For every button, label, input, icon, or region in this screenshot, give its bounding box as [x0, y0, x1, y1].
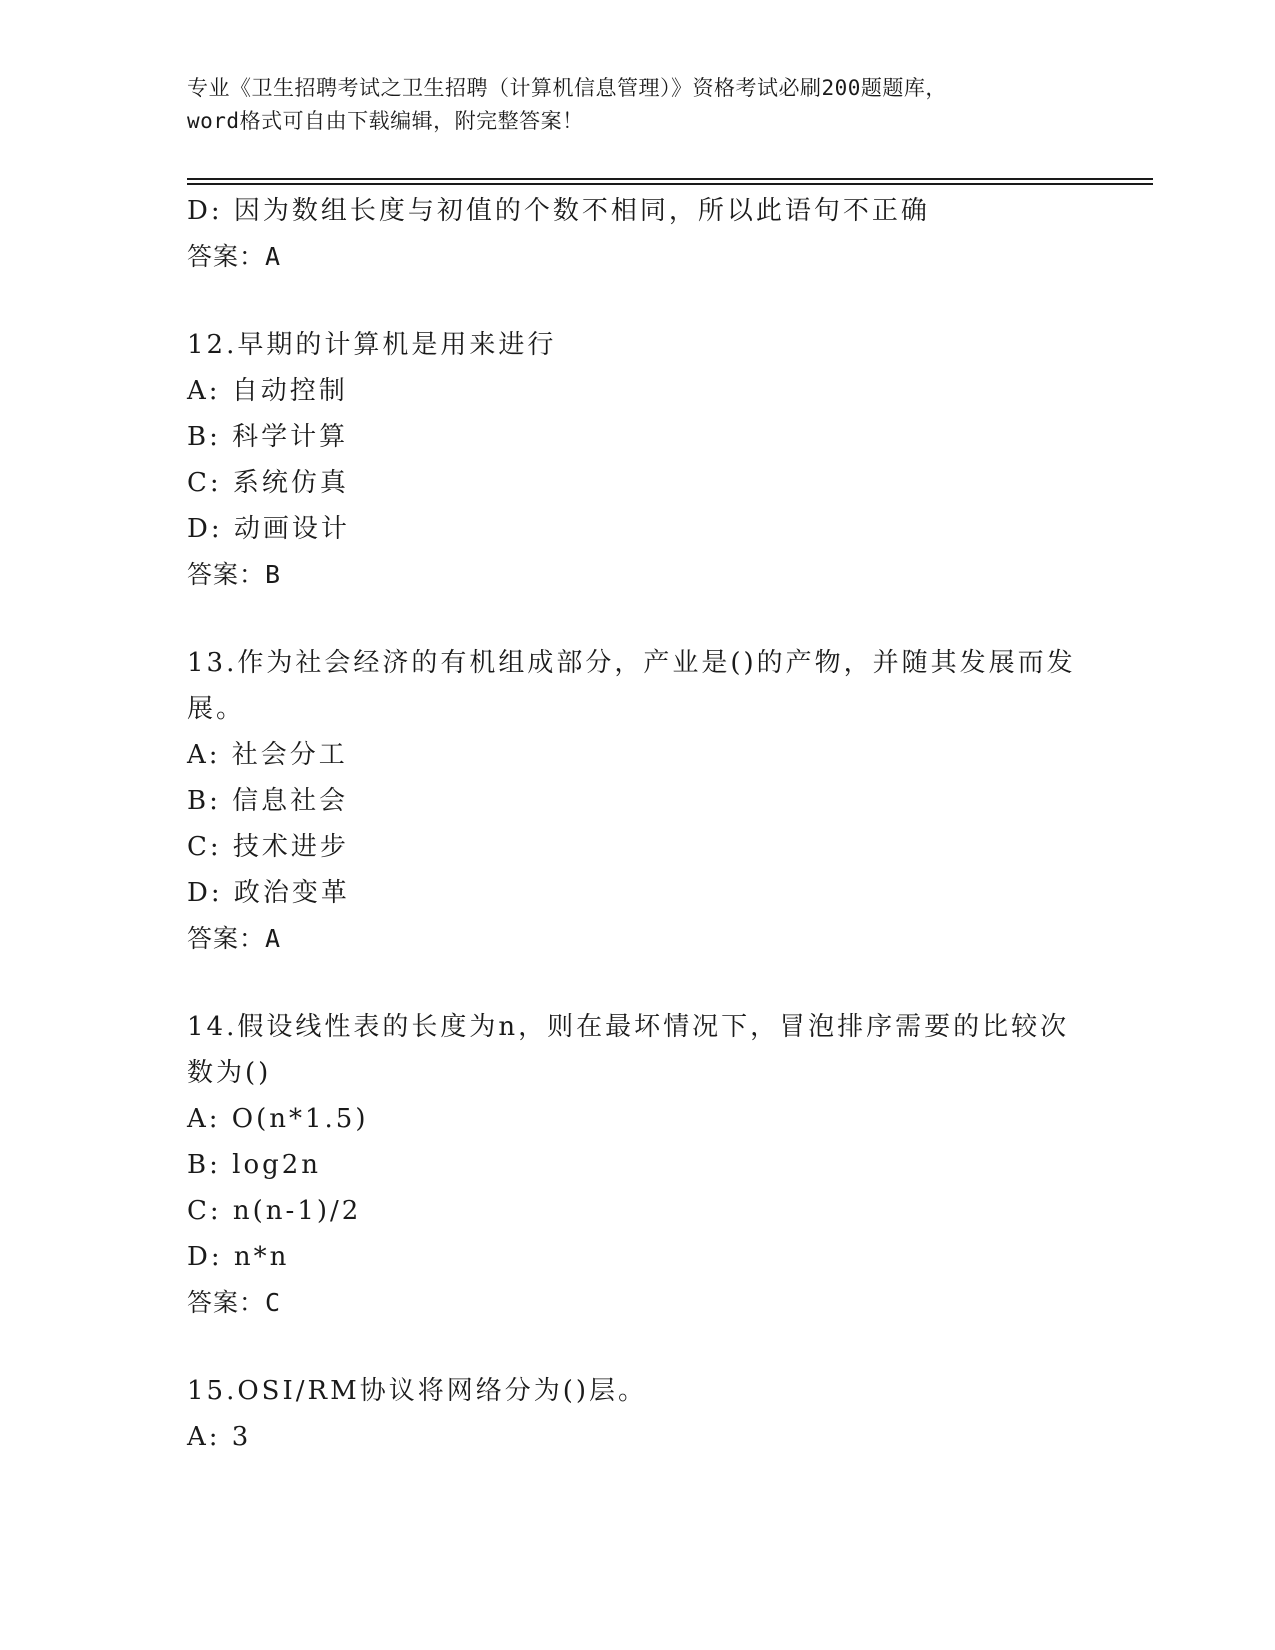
- spacer: [187, 598, 1087, 640]
- question-stem-continued: 数为(): [187, 1058, 272, 1088]
- option-a: A: O(n*1.5): [187, 1104, 369, 1134]
- question-stem: 12.早期的计算机是用来进行: [187, 330, 557, 360]
- header-title-line2: word格式可自由下载编辑，附完整答案！: [187, 109, 584, 133]
- option-b: B: 信息社会: [187, 786, 349, 816]
- spacer: [187, 1326, 1087, 1368]
- option-a: A: 社会分工: [187, 740, 348, 770]
- spacer: [187, 962, 1087, 1004]
- document-header: [187, 72, 1087, 138]
- question-block: [187, 1368, 1087, 1460]
- question-block: [187, 640, 1087, 962]
- question-list: [187, 188, 1087, 1460]
- option-a: A: 3: [187, 1422, 252, 1452]
- option-c: C: 技术进步: [187, 832, 349, 862]
- option-d: D: 动画设计: [187, 514, 350, 544]
- option-b: B: log2n: [187, 1150, 322, 1180]
- question-stem: 15.OSI/RM协议将网络分为()层。: [187, 1376, 647, 1406]
- option-c: C: 系统仿真: [187, 468, 349, 498]
- option-d: D: 政治变革: [187, 878, 350, 908]
- option-b: B: 科学计算: [187, 422, 349, 452]
- carryover-option-d: D: 因为数组长度与初值的个数不相同，所以此语句不正确: [187, 196, 930, 226]
- question-stem: 13.作为社会经济的有机组成部分，产业是()的产物，并随其发展而发: [187, 648, 1076, 678]
- question-answer: 答案：A: [187, 924, 282, 953]
- option-a: A: 自动控制: [187, 376, 348, 406]
- question-answer: 答案：C: [187, 1288, 282, 1317]
- carryover-answer: 答案：A: [187, 242, 282, 271]
- question-answer: 答案：B: [187, 560, 282, 589]
- question-block: [187, 322, 1087, 598]
- question-stem-continued: 展。: [187, 694, 246, 724]
- spacer: [187, 280, 1087, 322]
- question-stem: 14.假设线性表的长度为n，则在最坏情况下，冒泡排序需要的比较次: [187, 1012, 1070, 1042]
- question-block: [187, 1004, 1087, 1326]
- header-divider-bottom: [187, 183, 1153, 185]
- option-c: C: n(n-1)/2: [187, 1196, 362, 1226]
- option-d: D: n*n: [187, 1242, 290, 1272]
- header-divider-top: [187, 178, 1153, 180]
- header-title-line1: 专业《卫生招聘考试之卫生招聘（计算机信息管理）》资格考试必刷200题题库，: [187, 76, 947, 100]
